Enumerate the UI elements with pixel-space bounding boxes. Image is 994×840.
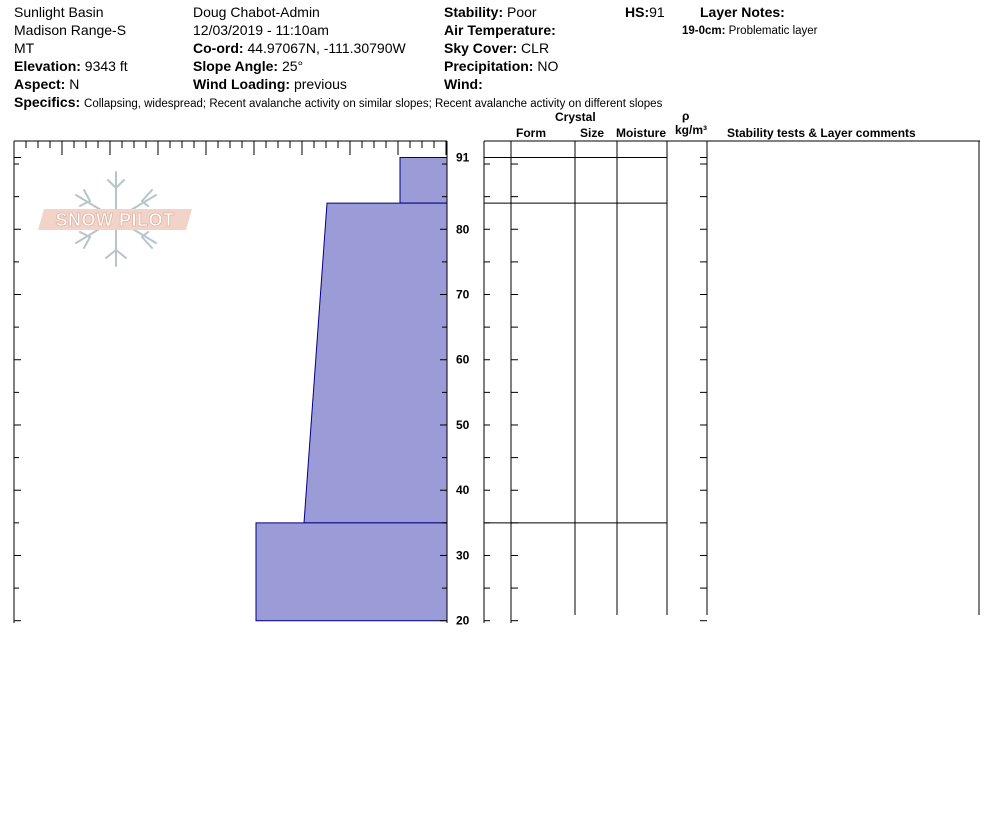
- layer-table: [484, 141, 980, 623]
- logo-text: SNOW PILOT: [55, 210, 175, 230]
- coord-label: Co-ord:: [193, 40, 244, 56]
- location-name: Sunlight Basin: [14, 4, 104, 20]
- form-header: Form: [516, 126, 546, 140]
- precip-value: NO: [537, 58, 559, 74]
- specifics-label: Specifics:: [14, 94, 81, 110]
- hardness-layer-2: [304, 203, 447, 523]
- layer-note-depth: 19-0cm:: [682, 25, 726, 37]
- elevation-value: 9343 ft: [84, 58, 128, 74]
- observation-datetime: 12/03/2019 - 11:10am: [193, 22, 329, 38]
- range-name: Madison Range-S: [14, 22, 127, 38]
- comments-header: Stability tests & Layer comments: [727, 126, 916, 140]
- aspect-label: Aspect:: [14, 76, 66, 92]
- hs-label: HS:: [625, 4, 650, 20]
- state-name: MT: [14, 40, 35, 56]
- layer-note-text: Problematic layer: [728, 25, 818, 37]
- wind-label: Wind:: [444, 76, 483, 92]
- hardness-profile: [256, 158, 447, 621]
- slope-value: 25°: [281, 58, 304, 74]
- crystal-header: Crystal: [555, 110, 596, 124]
- snowpilot-logo: [38, 172, 192, 266]
- observer-name: Doug Chabot-Admin: [193, 4, 320, 20]
- stability-label: Stability:: [444, 4, 504, 20]
- hardness-layer-3: [256, 523, 447, 621]
- air-temp-label: Air Temperature:: [444, 22, 556, 38]
- sky-value: CLR: [521, 40, 550, 56]
- hs-value: 91: [649, 4, 665, 20]
- stability-value: Poor: [507, 4, 537, 20]
- depth-tick-label: 20: [456, 613, 470, 628]
- moisture-header: Moisture: [616, 126, 667, 140]
- wind-loading-label: Wind Loading:: [193, 76, 291, 92]
- depth-tick-label: 60: [456, 352, 470, 367]
- depth-tick-label: 30: [456, 548, 470, 563]
- aspect-value: N: [69, 76, 80, 92]
- slope-label: Slope Angle:: [193, 58, 279, 74]
- precip-label: Precipitation:: [444, 58, 534, 74]
- density-unit: kg/m³: [675, 123, 708, 137]
- depth-tick-label: 80: [456, 222, 470, 237]
- depth-tick-label: 91: [456, 150, 470, 165]
- coord-value: 44.97067N, -111.30790W: [247, 40, 406, 56]
- depth-tick-label: 50: [456, 417, 470, 432]
- sky-label: Sky Cover:: [444, 40, 518, 56]
- depth-tick-label: 40: [456, 483, 470, 498]
- density-symbol: ρ: [682, 109, 690, 123]
- specifics-value: Collapsing, widespread; Recent avalanche activity on similar slopes; Recent avalanche activity on different slopes: [84, 98, 663, 110]
- hardness-layer-1: [400, 158, 447, 204]
- wind-loading-value: previous: [293, 76, 347, 92]
- size-header: Size: [580, 126, 605, 140]
- layer-notes-label: Layer Notes:: [700, 4, 785, 20]
- depth-tick-label: 70: [456, 287, 470, 302]
- elevation-label: Elevation:: [14, 58, 81, 74]
